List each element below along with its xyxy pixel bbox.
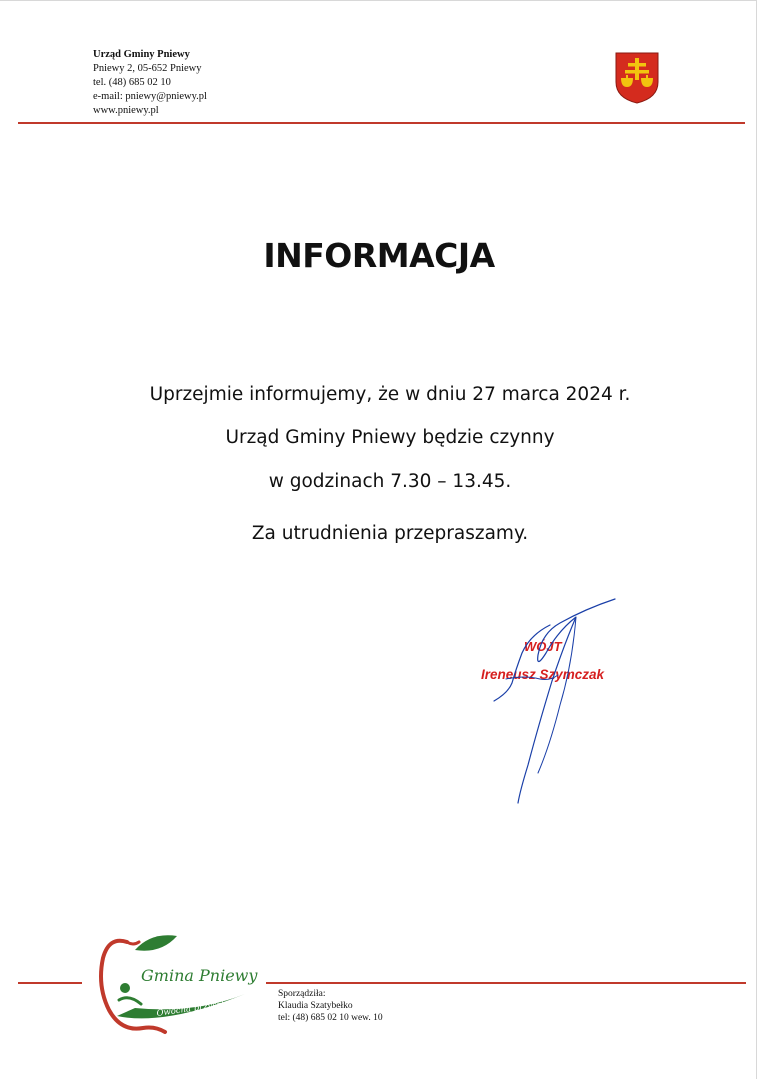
letterhead	[93, 48, 207, 118]
address: Pniewy 2, 05-652 Pniewy	[93, 63, 202, 74]
footer-divider-left	[18, 982, 82, 984]
header-divider	[18, 122, 745, 124]
coat-of-arms-icon	[615, 52, 659, 104]
body-line-1: Uprzejmie informujemy, że w dniu 27 marca 2024 r.	[149, 384, 631, 405]
website[interactable]: www.pniewy.pl	[93, 105, 159, 116]
prepared-by-label: Sporządziła:	[278, 989, 326, 999]
document-title: INFORMACJA	[263, 236, 495, 275]
handwritten-signature	[480, 595, 625, 810]
signatory-title: WÓJT	[524, 639, 562, 654]
signatory-name: Ireneusz Szymczak	[481, 667, 605, 682]
prepared-by-phone: tel: (48) 685 02 10 wew. 10	[278, 1013, 383, 1023]
phone: tel. (48) 685 02 10	[93, 77, 171, 88]
body-line-2: Urząd Gminy Pniewy będzie czynny	[225, 427, 555, 448]
email[interactable]: e-mail: pniewy@pniewy.pl	[93, 91, 207, 102]
logo-slogan: Owocna przyszłość	[156, 997, 239, 1019]
body-line-4: Za utrudnienia przepraszamy.	[251, 523, 529, 544]
apple-logo-icon	[95, 928, 260, 1038]
footer-divider-right	[266, 982, 746, 984]
body-line-3: w godzinach 7.30 – 13.45.	[268, 471, 512, 492]
organization-name: Urząd Gminy Pniewy	[93, 49, 190, 60]
prepared-by	[278, 988, 383, 1024]
prepared-by-name: Klaudia Szatybełko	[278, 1001, 353, 1011]
logo-name: Gmina Pniewy	[141, 966, 258, 985]
